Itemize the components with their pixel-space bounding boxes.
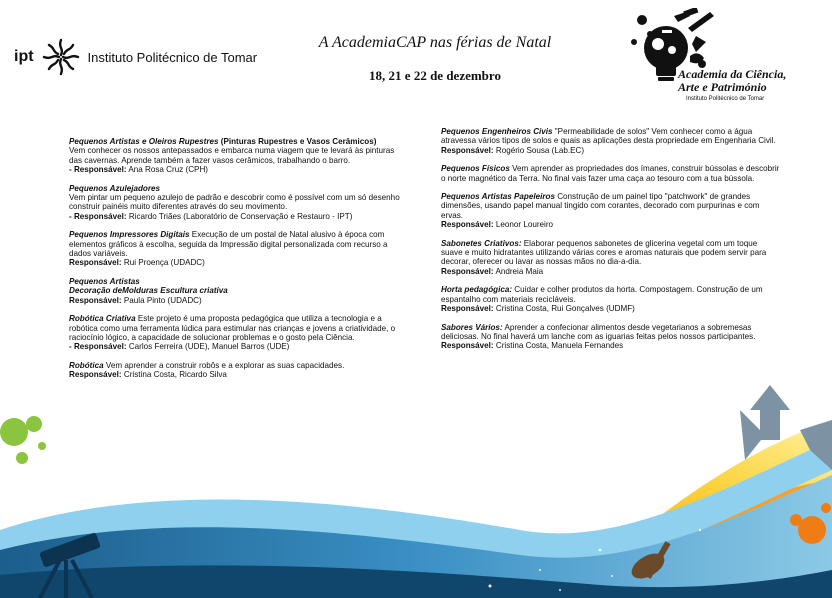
activity-title-suffix: (Pinturas Rupestres e Vasos Cerâmicos) <box>218 137 377 146</box>
responsible-label: Responsável: <box>69 295 122 305</box>
responsible-name: Andreia Maia <box>493 266 544 276</box>
responsible-label: - Responsável: <box>69 165 127 175</box>
academy-name-line-2: Arte e Património <box>678 80 767 94</box>
activity-title: Robótica Criativa <box>69 314 136 324</box>
decorative-wave-illustration <box>0 380 832 598</box>
ipt-abbreviation: ipt <box>14 48 34 65</box>
activity-item <box>441 127 781 155</box>
page-title: A AcademiaCAP nas férias de Natal <box>318 34 552 51</box>
responsible-name: Rogério Sousa (Lab.EC) <box>493 145 585 155</box>
responsible-name: Cristina Costa, Rui Gonçalves (UDMF) <box>493 304 635 314</box>
responsible-name: Cristina Costa, Manuela Fernandes <box>493 341 624 351</box>
activity-description: Cuidar e colher produtos da horta. Compostagem. Construção de um espantalho com materiais recicláveis. <box>441 285 763 304</box>
activity-description: Vem aprender a construir robôs e a explorar as suas capacidades. <box>103 360 345 370</box>
responsible-name: Rui Proença (UDADC) <box>121 258 205 268</box>
responsible-label: Responsável: <box>441 341 494 351</box>
responsible-name: Leonor Loureiro <box>493 220 554 230</box>
activity-item <box>441 192 781 230</box>
activity-item <box>69 277 409 305</box>
activity-item <box>69 230 409 268</box>
activity-description: "Permeabilidade de solos" Vem conhecer como a água atravessa vários tipos de solos e quais as aplicações desta propriedade em Engenharia Civil. <box>441 127 776 146</box>
responsible-name: Paula Pinto (UDADC) <box>121 295 202 305</box>
activity-description: Elaborar pequenos sabonetes de glicerina vegetal com um toque suave e muito hidratantes utilizando várias cores e aromas naturais que podem servir para decorar, oferecer ou lavar as nossas mãos no dia-a-dia. <box>441 238 767 267</box>
activity-description: Execução de um postal de Natal alusivo à época com elementos gráficos à escolha, seguida da Impressão digital personalizada com recurso a dados variáveis. <box>69 230 388 259</box>
activity-subtitle: Decoração deMolduras Escultura criativa <box>69 286 228 296</box>
responsible-label: Responsável: <box>69 370 122 380</box>
activities-left-column <box>69 137 409 389</box>
activity-description: Vem conhecer os nossos antepassados e embarca numa viagem que te levará às pinturas das cavernas. Aprende também a fazer vasos cerâmicos, trabalhando o barro. <box>69 146 395 165</box>
activity-title: Pequenos Artistas e Oleiros Rupestres <box>69 137 219 146</box>
activity-title: Sabores Vários: <box>441 322 503 332</box>
activity-title: Horta pedagógica: <box>441 285 513 295</box>
responsible-label: Responsável: <box>441 266 494 276</box>
activity-item <box>69 361 409 380</box>
activity-item <box>69 314 409 352</box>
activity-title: Pequenos Artistas Papeleiros <box>441 192 555 202</box>
activity-title: Sabonetes Criativos: <box>441 238 522 248</box>
activity-description: Este projeto é uma proposta pedagógica que utiliza a tecnologia e a robótica como uma ferramenta lúdica para estimular nas crianças e jovens a criatividade, o raciocínio lógico, a capacidade de solucionar problemas e o gosto pela Ciência. <box>69 314 396 342</box>
activity-description: Aprender a confecionar alimentos desde vegetarianos a sobremesas deliciosas. No final haverá um lanche com as iguarias feitas pelos nossos participantes. <box>441 322 756 341</box>
responsible-label: Responsável: <box>441 304 494 314</box>
responsible-name: Ana Rosa Cruz (CPH) <box>126 165 208 175</box>
plant-splash-icon <box>0 416 46 464</box>
responsible-name: Carlos Ferreira (UDE), Manuel Barros (UDE) <box>126 342 290 352</box>
ipt-star-icon <box>40 36 82 78</box>
responsible-label: Responsável: <box>441 220 494 230</box>
activity-item <box>441 323 781 351</box>
activity-item <box>69 137 409 175</box>
activity-item <box>441 285 781 313</box>
activity-title: Pequenos Azulejadores <box>69 183 161 193</box>
activity-description: Vem pintar um pequeno azulejo de padrão e descobrir como é possível com um só desenho construir painéis muito diferentes através do seu movimento. <box>69 193 400 212</box>
ipt-logo <box>14 36 257 78</box>
responsible-label: Responsável: <box>441 145 494 155</box>
event-dates: 18, 21 e 22 de dezembro <box>369 68 501 83</box>
ipt-full-name: Instituto Politécnico de Tomar <box>87 49 258 65</box>
activities-right-column <box>441 127 781 360</box>
activity-title: Pequenos Físicos <box>441 164 510 174</box>
academy-name-line-1: Academia da Ciência, <box>678 67 787 81</box>
activity-item <box>441 164 781 183</box>
activity-title: Robótica <box>69 360 104 370</box>
academy-subtitle: Instituto Politécnico de Tomar <box>686 96 765 102</box>
activity-item <box>441 239 781 277</box>
activity-title: Pequenos Engenheiros Civis <box>441 127 553 136</box>
activity-title: Pequenos Impressores Digitais <box>69 230 190 240</box>
activity-description: Construção de um painel tipo "patchwork" de grandes dimensões, usando papel manual tingido com corantes, decorado com purpurinas e com ervas. <box>441 192 760 220</box>
responsible-label: - Responsável: <box>69 342 127 352</box>
activity-item <box>69 184 409 222</box>
academy-name <box>678 68 786 94</box>
responsible-label: Responsável: <box>69 258 122 268</box>
responsible-name: Ricardo Triães (Laboratório de Conservação e Restauro - IPT) <box>126 211 353 221</box>
responsible-label: - Responsável: <box>69 211 127 221</box>
responsible-name: Cristina Costa, Ricardo Silva <box>121 370 227 380</box>
activity-title: Pequenos Artistas <box>69 276 140 286</box>
activity-description: Vem aprender as propriedades dos ímanes, construir bússolas e descobrir o norte magnético da Terra. No final vais fazer uma caça ao tesouro com a tua bússola. <box>441 164 780 183</box>
